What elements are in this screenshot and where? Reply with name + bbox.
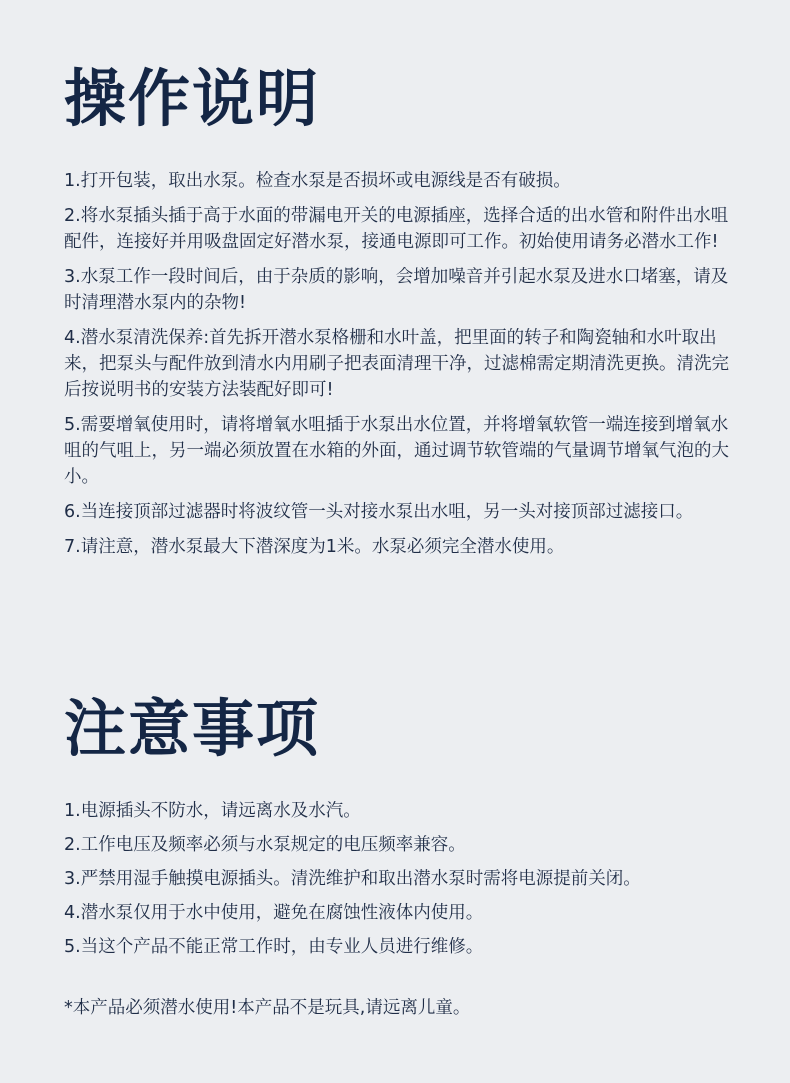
notes-item: 3.严禁用湿手触摸电源插头。清洗维护和取出潜水泵时需将电源提前关闭。 [64, 869, 641, 889]
operation-item: 5.需要增氧使用时，请将增氧水咀插于水泵出水位置，并将增氧软管一端连接到增氧水咀的气咀上，另一端必须放置在水箱的外面，通过调节软管端的气量调节增氧气泡的大小。 [64, 415, 729, 487]
operation-item: 4.潜水泵清洗保养:首先拆开潜水泵格栅和水叶盖，把里面的转子和陶瓷轴和水叶取出来，把泵头与配件放到清水内用刷子把表面清理干净，过滤棉需定期清洗更换。清洗完后按说明书的安装方法装配好即可! [64, 328, 729, 400]
safety-footnote: *本产品必须潜水使用!本产品不是玩具,请远离儿童。 [64, 998, 471, 1018]
notes-list [64, 798, 734, 968]
operation-title: 操作说明 [64, 62, 321, 135]
operation-item: 3.水泵工作一段时间后，由于杂质的影响，会增加噪音并引起水泵及进水口堵塞，请及时清理潜水泵内的杂物! [64, 267, 729, 313]
notes-title: 注意事项 [64, 692, 321, 765]
notes-item: 2.工作电压及频率必须与水泵规定的电压频率兼容。 [64, 835, 466, 855]
operation-item: 7.请注意，潜水泵最大下潜深度为1米。水泵必须完全潜水使用。 [64, 537, 565, 557]
operation-list [64, 168, 734, 569]
operation-item: 6.当连接顶部过滤器时将波纹管一头对接水泵出水咀，另一头对接顶部过滤接口。 [64, 502, 694, 522]
notes-item: 4.潜水泵仅用于水中使用，避免在腐蚀性液体内使用。 [64, 903, 484, 923]
notes-item: 1.电源插头不防水，请远离水及水汽。 [64, 801, 361, 821]
operation-item: 1.打开包装，取出水泵。检查水泵是否损坏或电源线是否有破损。 [64, 171, 571, 191]
operation-item: 2.将水泵插头插于高于水面的带漏电开关的电源插座，选择合适的出水管和附件出水咀配件，连接好并用吸盘固定好潜水泵，接通电源即可工作。初始使用请务必潜水工作! [64, 206, 729, 252]
notes-item: 5.当这个产品不能正常工作时，由专业人员进行维修。 [64, 937, 484, 957]
